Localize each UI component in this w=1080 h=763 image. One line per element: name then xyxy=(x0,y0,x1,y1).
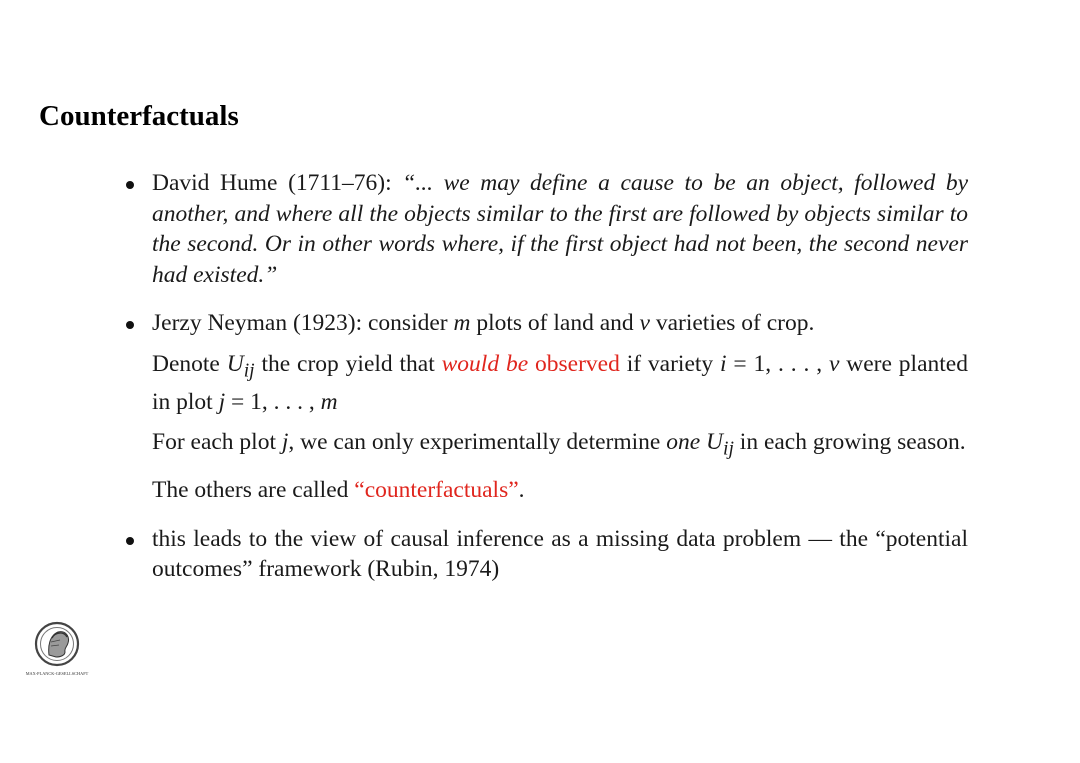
math-nu: ν xyxy=(828,350,840,377)
text-run: = 1, . . . , xyxy=(225,388,321,415)
text-run: . xyxy=(518,477,525,504)
text-run: were planted in plot xyxy=(152,350,968,415)
bullet-dot-icon xyxy=(126,321,134,329)
math-U: U xyxy=(706,429,724,456)
math-j: j xyxy=(218,388,226,415)
math-m: m xyxy=(453,310,471,336)
math-ij: ij xyxy=(243,360,255,382)
text-run: For each plot xyxy=(152,429,282,456)
neyman-others xyxy=(152,475,968,506)
math-m: m xyxy=(320,388,338,415)
neyman-each-plot xyxy=(152,427,968,465)
seal-caption: MAX-PLANCK-GESELLSCHAFT xyxy=(25,671,89,676)
text-run: Denote xyxy=(152,350,227,377)
text-run: = 1, . . . , xyxy=(726,350,829,377)
one-emphasis: one xyxy=(666,429,701,456)
math-nu: ν xyxy=(639,310,650,336)
text-run: The others are called xyxy=(152,477,355,504)
rubin-paragraph: this leads to the view of causal inference as a missing data problem — the “potential outcomes” framework (Rubin, 1974) xyxy=(152,525,968,583)
bullet-dot-icon xyxy=(126,181,134,189)
text-run: in each growing season. xyxy=(733,429,966,456)
minerva-seal-icon xyxy=(22,620,92,678)
observed-highlight: observed xyxy=(528,350,620,377)
hume-lead: David Hume (1711–76): xyxy=(152,170,403,196)
text-run: varieties of crop. xyxy=(649,310,815,336)
math-U: U xyxy=(226,350,244,377)
neyman-denote xyxy=(152,349,968,418)
text-run: Jerzy Neyman (1923): consider xyxy=(152,310,454,336)
would-be-highlight: would be xyxy=(441,350,529,377)
slide-title: Counterfactuals xyxy=(39,100,239,132)
bullet-neyman xyxy=(122,308,968,506)
text-run: the crop yield that xyxy=(254,350,442,377)
hume-quote: “... we may define a cause to be an object, followed by another, and where all the objects similar to the first are followed by objects similar to the second. Or in other words where, if the first object had not been, the second never had existed.” xyxy=(152,170,968,288)
slide-content xyxy=(122,168,968,603)
hume-paragraph xyxy=(152,168,968,290)
neyman-intro xyxy=(152,308,968,339)
text-run: plots of land and xyxy=(470,310,640,336)
counterfactuals-highlight: “counterfactuals” xyxy=(354,477,519,504)
math-j: j xyxy=(281,429,289,456)
math-ij: ij xyxy=(723,438,734,460)
bullet-rubin xyxy=(122,524,968,585)
text-run: , we can only experimentally determine xyxy=(288,429,667,456)
bullet-dot-icon xyxy=(126,537,134,545)
math-i: i xyxy=(720,350,727,377)
bullet-hume xyxy=(122,168,968,290)
text-run: if variety xyxy=(619,350,721,377)
